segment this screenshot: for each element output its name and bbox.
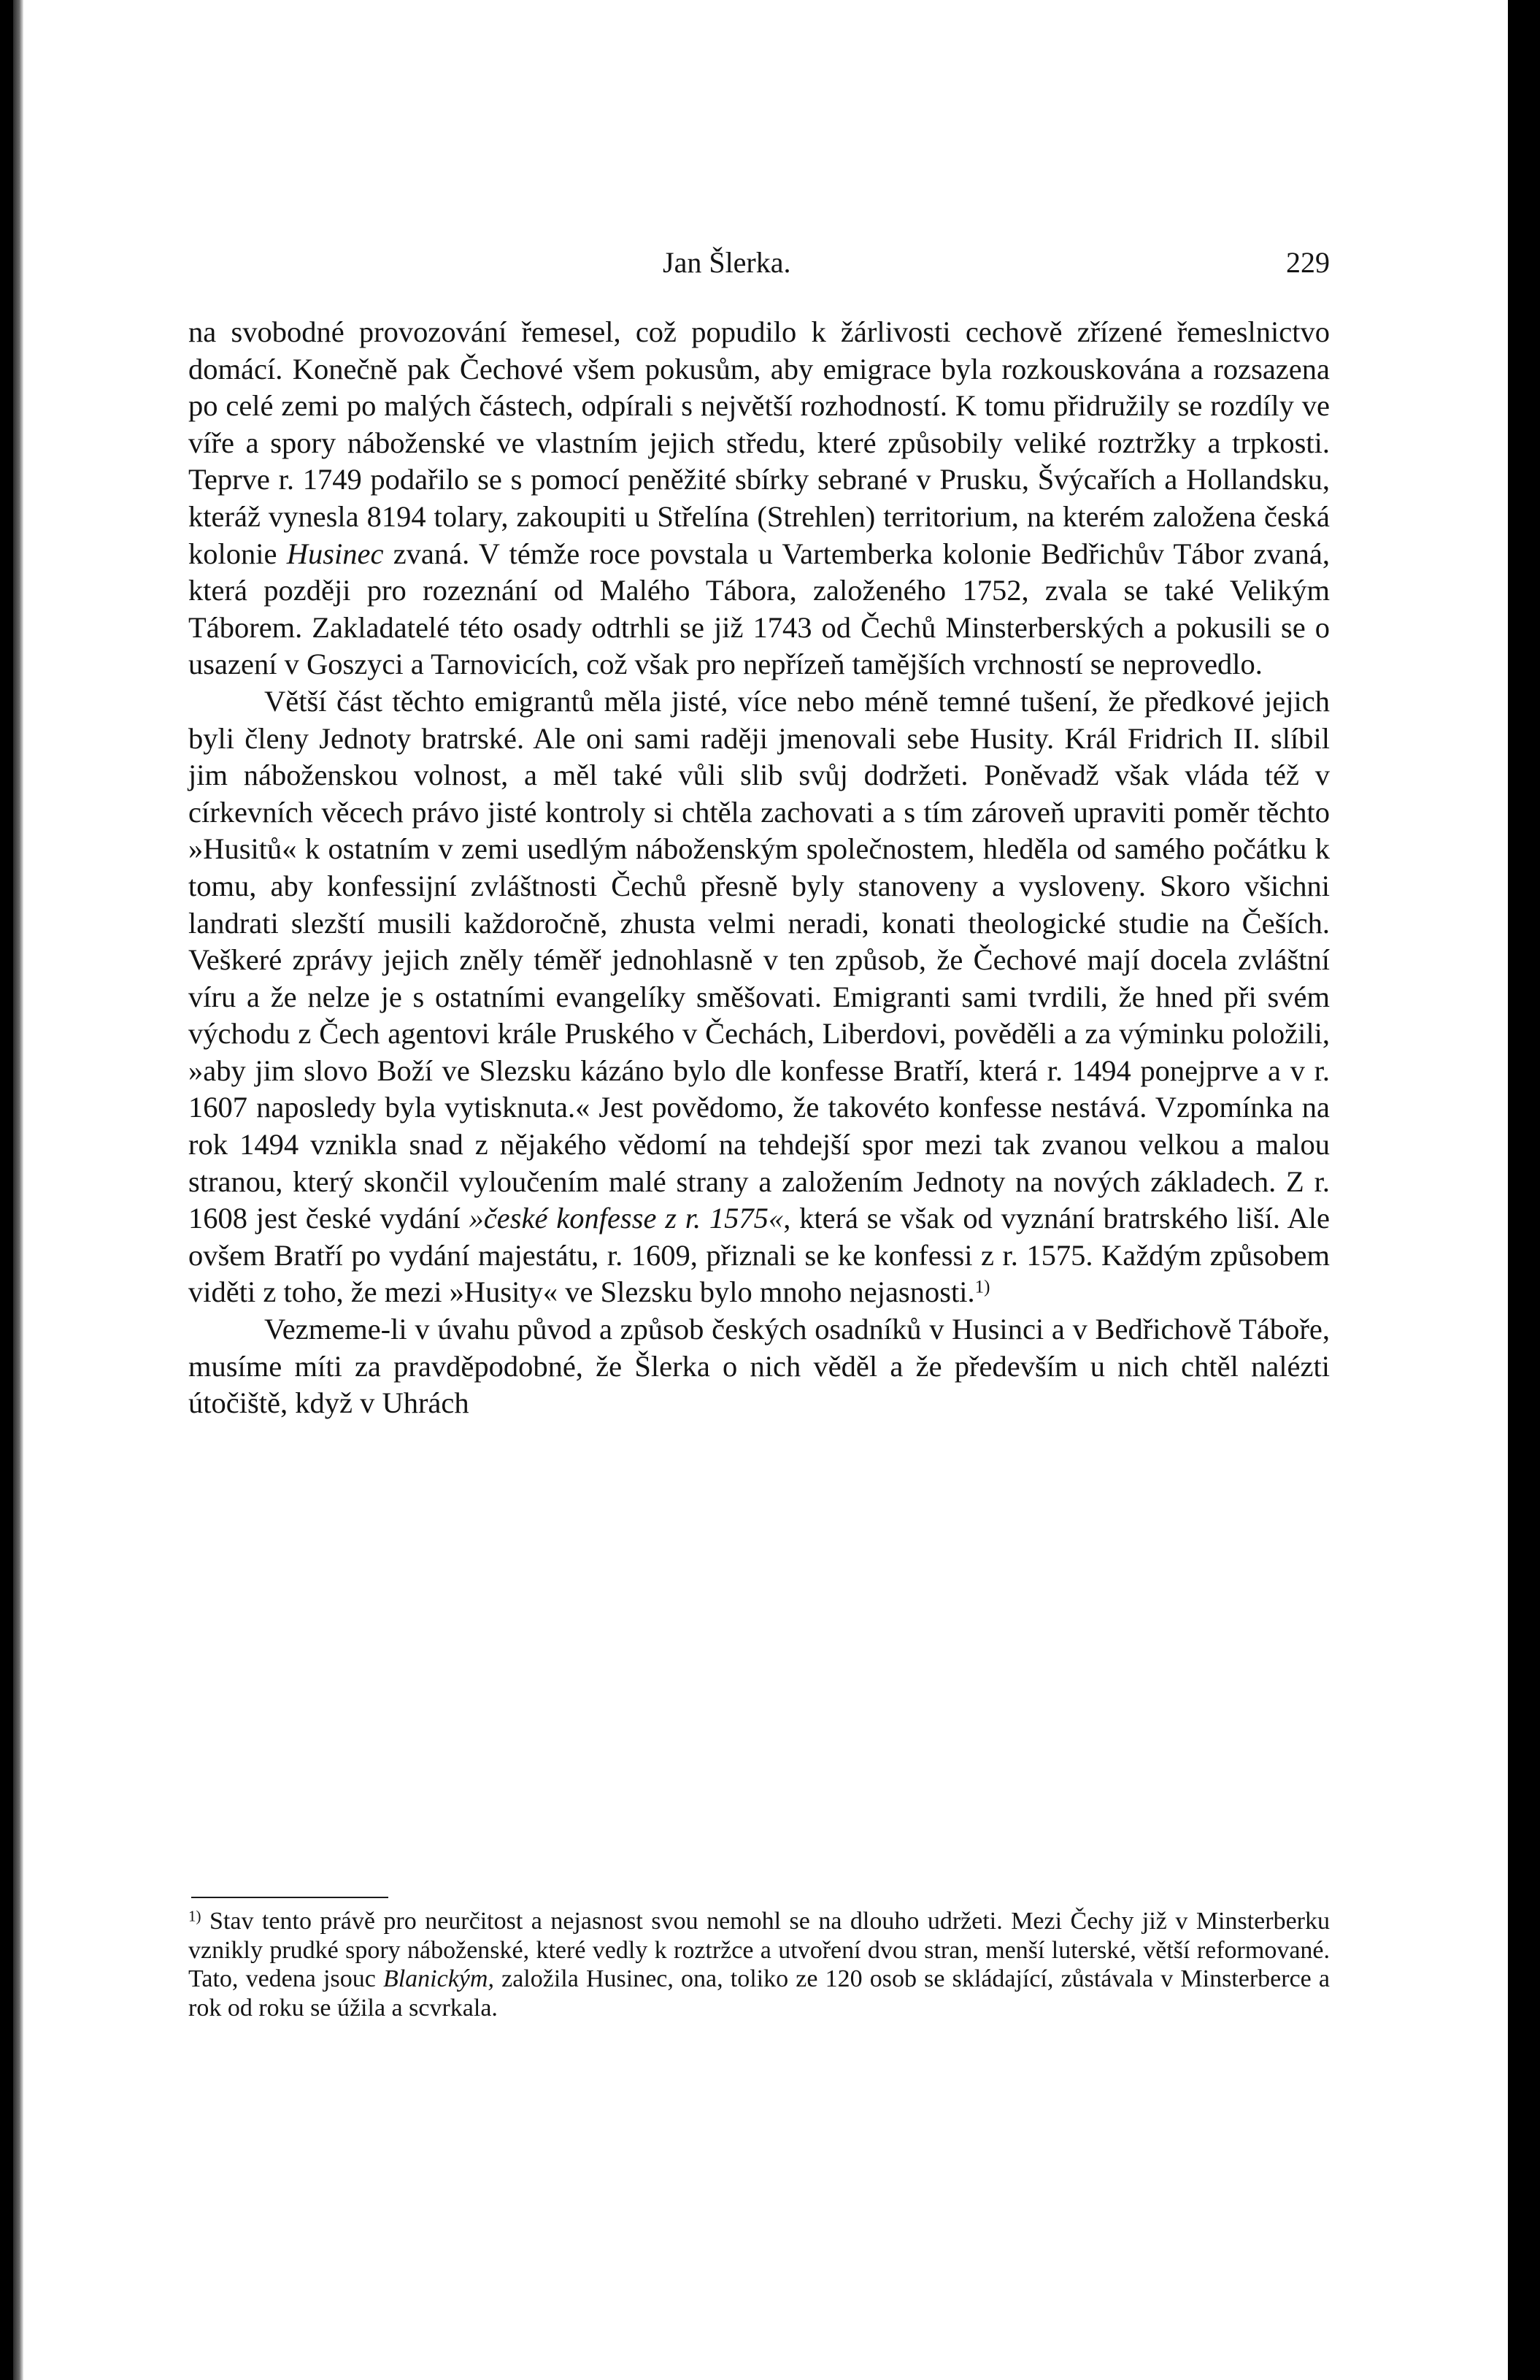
footnote-text-b: založila Husinec, ona, toliko ze 120 osob se skládající, zůstávala v Minsterberce a rok od roku se úžila a scvrkala. xyxy=(188,1965,1330,2022)
footnote-marker: 1) xyxy=(188,1907,201,1925)
footnote-text-a: Stav tento právě pro neurčitost a nejasnost svou nemohl se na dlouho udržeti. Mezi Čechy již v Minsterberku vznikly prudké spory náboženské, které vedly k roztržce a utvoření dvou stran, menší luterské, větší reformované. Tato, vedena jsouc xyxy=(188,1908,1331,1993)
footnote-italic: Blanickým, xyxy=(382,1965,494,1993)
page-number: 229 xyxy=(1286,246,1330,279)
footnote-reference: 1) xyxy=(974,1277,990,1297)
paragraph-1-text-a: na svobodné provozování řemesel, což popudilo k žárlivosti cechově zřízené řemeslnictvo domácí. Konečně pak Čechové všem pokusům, aby emigrace byla rozkouskována a rozsazena po celé zemi po malých částech, odpírali s největší rozhodností. K tomu přidružily se rozdíly ve víře a spory náboženské ve vlastním jejich středu, které způsobily veliké roztržky a trpkosti. Teprve r. 1749 podařilo se s pomocí peněžité sbírky sebrané v Prusku, Švýcařích a Hollandsku, kteráž vynesla 8194 tolary, zakoupiti u Střelína (Strehlen) territorium, na kterém založena česká kolonie xyxy=(188,315,1330,570)
footnotes xyxy=(188,1907,1330,2022)
footnote-divider xyxy=(191,1897,388,1898)
book-page xyxy=(13,0,1508,2380)
page-header xyxy=(188,235,1330,279)
scan-binding-edge xyxy=(13,0,23,2380)
paragraph-2 xyxy=(188,683,1330,1311)
main-text xyxy=(188,314,1330,1422)
paragraph-2-text-a: Větší část těchto emigrantů měla jisté, více nebo méně temné tušení, že předkové jejich byli členy Jednoty bratrské. Ale oni sami raději jmenovali sebe Husity. Král Fridrich II. slíbil jim náboženskou volnost, a měl také vůli slib svůj dodržeti. Poněvadž však vláda též v církevních věcech právo jisté kontroly si chtěla zachovati a s tím zároveň upraviti poměr těchto »Husitů« k ostatním v zemi usedlým náboženským společnostem, hleděla od samého počátku k tomu, aby konfessijní zvláštnosti Čechů přesně byly stanoveny a vysloveny. Skoro všichni landrati slezští musili každoročně, zhusta velmi neradi, konati theologické studie na Češích. Veškeré zprávy jejich zněly téměř jednohlasně v ten způsob, že Čechové mají docela zvláštní víru a že nelze je s ostatními evangelíky směšovati. Emigranti sami tvrdili, že hned při svém východu z Čech agentovi krále Pruského v Čechách, Liberdovi, pověděli a za výminku položili, »aby jim slovo Boží ve Slezsku kázáno bylo dle konfesse Bratří, která r. 1494 ponejprve a v r. 1607 naposledy byla vytisknuta.« Jest povědomo, že takovéto konfesse nestává. Vzpomínka na rok 1494 vznikla snad z nějakého vědomí na tehdejší spor mezi tak zvanou velkou a malou stranou, který skončil vyloučením malé strany a založením Jednoty na nových základech. Z r. 1608 jest české vydání xyxy=(188,684,1330,1235)
footnote-1 xyxy=(188,1907,1330,2022)
paragraph-2-text-b: , která se však od vyznání bratrského liší. Ale ovšem Bratří po vydání majestátu, r. 1609, přiznali se ke konfessi z r. 1575. Každým způsobem viděti z toho, že mezi »Husity« ve Slezsku bylo mnoho nejasnosti. xyxy=(188,1202,1330,1309)
paragraph-2-italic: »české konfesse z r. 1575« xyxy=(469,1202,784,1235)
running-title: Jan Šlerka. xyxy=(663,246,791,279)
paragraph-1-text-b: zvaná. V témže roce povstala u Vartemberka kolonie Bedřichův Tábor zvaná, která později pro rozeznání od Malého Tábora, založeného 1752, zvala se také Velikým Táborem. Zakladatelé této osady odtrhli se již 1743 od Čechů Minsterberských a pokusili se o usazení v Goszyci a Tarnovicích, což však pro nepřízeň tamějších vrchností se neprovedlo. xyxy=(188,537,1330,681)
paragraph-1 xyxy=(188,314,1330,683)
paragraph-3-text: Vezmeme-li v úvahu původ a způsob českých osadníků v Husinci a v Bedřichově Táboře, musíme míti za pravděpodobné, že Šlerka o nich věděl a že především u nich chtěl nalézti útočiště, když v Uhrách xyxy=(188,1313,1330,1420)
paragraph-1-italic: Husinec xyxy=(286,537,384,570)
paragraph-3 xyxy=(188,1311,1330,1422)
